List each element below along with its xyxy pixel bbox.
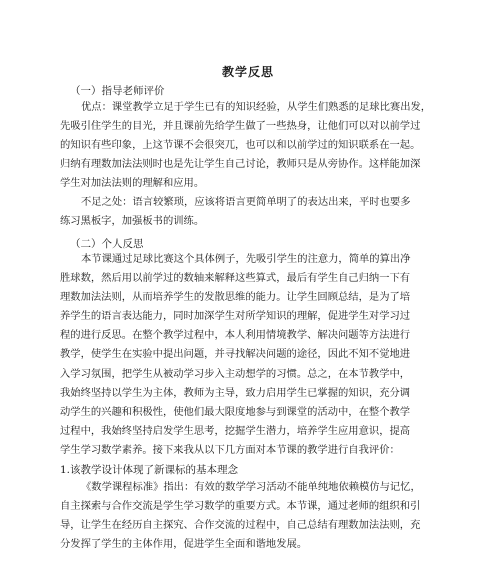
text-line: 学生对加法法则的理解和应用。: [60, 177, 205, 190]
paragraph-curriculum-standard: [60, 478, 448, 554]
section-heading-personal-reflection: （二）个人反思: [70, 238, 144, 250]
text-line: 不足之处：语言较繁琐，应该将语言更简单明了的表达出来，平时也要多: [81, 196, 411, 208]
text-line: 归纳有理数加法法则时也是先让学生自己讨论，教师只是从旁协作。这样能加深: [60, 158, 421, 171]
text-line: 养学生的语言表达能力，同时加深学生对所学知识的理解，促进学生对学习过: [60, 310, 411, 323]
text-line: 自主探索与合作交流是学生学习数学的重要方式。本节课，通过老师的组织和引: [60, 500, 421, 513]
text-line: 理数加法法则，从而培养学生的发散思维的能力。让学生回顾总结，是为了培: [60, 291, 411, 304]
text-line: 教学，使学生在实验中提出问题，并寻找解决问题的途径，因此不知不觉地进: [60, 348, 411, 361]
text-line: 我始终坚持以学生为主体，教师为主导，致力启用学生已掌握的知识，充分调: [60, 386, 411, 399]
section-heading-teacher-evaluation: （一）指导老师评价: [70, 85, 165, 97]
document-title: 教学反思: [221, 65, 274, 79]
text-line: 的知识有些印象，上这节课不会很突兀，也可以和以前学过的知识联系在一起。: [60, 139, 421, 152]
text-line: 分发挥了学生的主体作用，促进学生全面和谐地发展。: [60, 538, 308, 551]
text-line: 导，让学生在经历自主探究、合作交流的过程中，自己总结有理数加法法则，充: [60, 519, 421, 532]
paragraph-personal-reflection: [60, 250, 448, 460]
text-line: 《数学课程标准》指出：有效的数学学习活动不能单纯地依赖模仿与记忆，: [81, 481, 421, 493]
text-line: 过程中，我始终坚持启发学生思考，挖掘学生潜力，培养学生应用意识，提高: [60, 424, 411, 437]
text-line: 入学习氛围，把学生从被动学习步入主动想学的习惯。总之，在本节教学中，: [60, 367, 411, 380]
text-line: 本节课通过足球比赛这个具体例子，先吸引学生的注意力，简单的算出净: [81, 253, 411, 265]
text-line: 程的进行反思。在整个教学过程中，本人利用情境教学、解决问题等方法进行: [60, 329, 411, 342]
point-heading-new-curriculum: 1.该教学设计体现了新课标的基本理念: [60, 464, 239, 476]
paragraph-shortcomings: [60, 193, 448, 231]
paragraph-strengths: [60, 98, 448, 193]
text-line: 先吸引住学生的目光，并且课前先给学生做了一些热身，让他们可以对以前学过: [60, 120, 421, 133]
text-line: 学生学习数学素养。接下来我从以下几方面对本节课的教学进行自我评价：: [60, 443, 400, 456]
text-line: 优点：课堂教学立足于学生已有的知识经验，从学生们熟悉的足球比赛出发，: [81, 101, 432, 113]
text-line: 胜球数，然后用以前学过的数轴来解释这些算式，最后有学生自己归纳一下有: [60, 272, 411, 285]
text-line: 动学生的兴趣和积极性，使他们最大限度地参与到课堂的活动中，在整个教学: [60, 405, 411, 418]
text-line: 练习黑板字，加强板书的训练。: [60, 215, 205, 228]
